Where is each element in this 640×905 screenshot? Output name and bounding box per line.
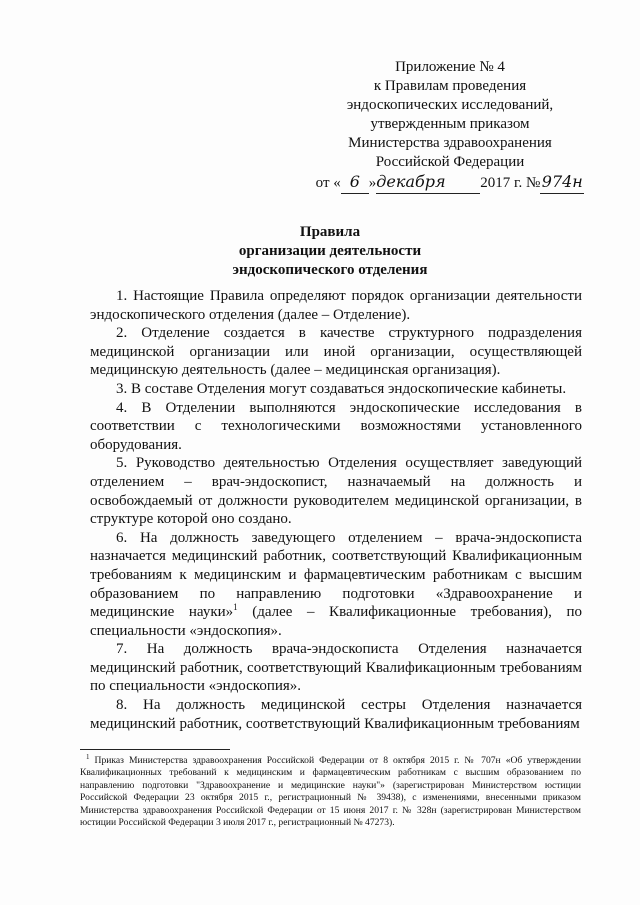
handwritten-month: декабря (376, 172, 446, 191)
footnote-marker: 1 (86, 752, 90, 761)
approval-line: утвержденным приказом (370, 116, 530, 132)
footnote-text: Приказ Министерства здравоохранения Российской Федерации от 8 октября 2015 г. № 707н «Об утверждении Квалификационных требований к медицинским и фармацевтическим работникам с высшим образованием по направлению подготовки "Здравоохранение и медицинские науки"» (зарегистрирован Министерством юстиции Российской Федерации 23 октября 2015 г., регистрационный № 39438), с изменениями, внесенными приказом Министерства здравоохранения Российской Федерации от 15 июня 2017 г. № 328н (зарегистрирован Министерством юстиции Российской Федерации 3 июля 2017 г., регистрационный № 47273). (80, 755, 581, 829)
order-number-field (540, 172, 584, 194)
title-line: Правила (299, 224, 361, 240)
approval-line: эндоскопических исследований, (346, 97, 554, 113)
approval-block (300, 58, 600, 194)
document-body (90, 287, 582, 733)
approval-line: Министерства здравоохранения (348, 135, 552, 151)
date-year: 2017 г. № (480, 175, 541, 191)
handwritten-order-number: 974н (541, 172, 583, 191)
approval-line: Приложение № 4 (395, 59, 505, 75)
date-mid: » (368, 175, 377, 191)
title-line: организации деятельности (238, 243, 422, 259)
footnote-divider (80, 749, 230, 750)
paragraph-5: 5. Руководство деятельностью Отделения осуществляет заведующий отделением – врач-эндоскопист, назначаемый на должность и освобождаемый от должности руководителем медицинской организации, в структуре которой оно создано. (90, 455, 582, 528)
date-day-field (341, 172, 369, 194)
title-line: эндоскопического отделения (232, 262, 428, 278)
date-month-field (376, 172, 480, 194)
paragraph-4: 4. В Отделении выполняются эндоскопические исследования в соответствии с технологическими возможностями установленного оборудования. (90, 399, 582, 453)
paragraph-6 (90, 529, 582, 641)
paragraph-2: 2. Отделение создается в качестве структурного подразделения медицинской организации или иной организации, осуществляющей медицинскую деятельность (далее – медицинская организация). (90, 325, 582, 379)
paragraph-3: 3. В составе Отделения могут создаваться эндоскопические кабинеты. (116, 380, 567, 397)
footnote-reference[interactable]: 1 (233, 602, 238, 613)
approval-date (300, 172, 600, 194)
paragraph-7: 7. На должность врача-эндоскописта Отделения назначается медицинский работник, соответствующий Квалификационным требованиям по специальности «эндоскопия». (90, 641, 582, 695)
paragraph-6-text-end: (далее – Квалификационные требования), по специальности «эндоскопия». (90, 604, 582, 639)
footnote-1 (80, 752, 581, 829)
date-prefix: от « (315, 175, 341, 191)
paragraph-8: 8. На должность медицинской сестры Отделения назначается медицинский работник, соответствующий Квалификационным требованиям (90, 697, 582, 732)
paragraph-6-text: 6. На должность заведующего отделением – врача-эндоскописта назначается медицинский работник, соответствующий Квалификационным требованиям к медицинским и фармацевтическим работникам с высшим образованием по направлению подготовки «Здравоохранение и медицинские науки» (90, 529, 582, 621)
approval-line: к Правилам проведения (373, 78, 527, 94)
footnote-section (80, 752, 581, 829)
document-title (90, 223, 570, 280)
paragraph-1: 1. Настоящие Правила определяют порядок организации деятельности эндоскопического отделения (далее – Отделение). (90, 288, 582, 323)
approval-line: Российской Федерации (375, 154, 525, 170)
handwritten-day: 6 (349, 172, 360, 191)
